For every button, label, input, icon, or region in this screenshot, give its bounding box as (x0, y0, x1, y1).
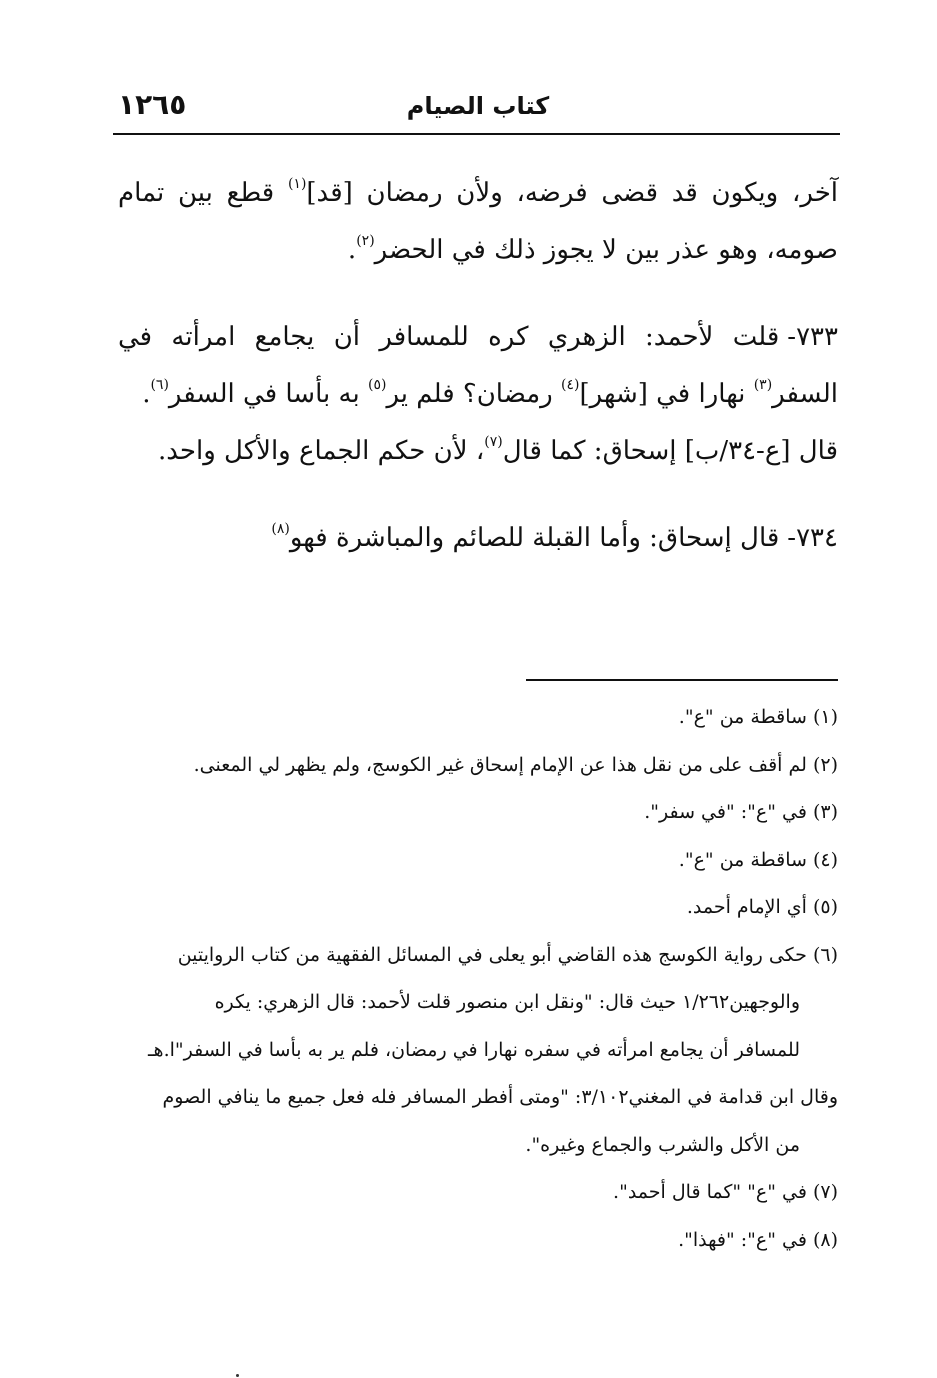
text-run: . (142, 379, 151, 409)
text-run: نهارا في [شهر] (579, 379, 754, 409)
footnote-rule (526, 679, 838, 681)
footnote-number: (٨) (812, 1228, 838, 1251)
footnote-text: أي الإمام أحمد. (686, 896, 807, 918)
paragraph-continuation (118, 165, 838, 279)
footnote-text: من الأكل والشرب والجماع وغيره". (525, 1133, 800, 1156)
footnote-ref: (٣) (753, 377, 773, 393)
footnote-text: لم أقف على من نقل هذا عن الإمام إسحاق غير الكوسج، ولم يظهر لي المعنى. (193, 753, 807, 776)
footnote-ref: (٥) (367, 377, 387, 393)
footnote-text: حكى رواية الكوسج هذه القاضي أبو يعلى في المسائل الفقهية من كتاب الروايتين (177, 943, 807, 966)
footnote-text: ساقطة من "ع". (678, 848, 807, 871)
footnote-text: في "ع": "في سفر". (644, 801, 807, 823)
footnote-text: في "ع" "كما قال أحمد". (613, 1181, 807, 1203)
issue-734-question (118, 510, 838, 567)
page-number: ١٢٦٥ (118, 88, 187, 121)
footnote-text: والوجهين١/٢٦٢ حيث قال: "ونقل ابن منصور قلت لأحمد: قال الزهري: يكره (214, 991, 800, 1013)
text-run: قال [ع-٣٤/ب] إسحاق: كما قال (502, 436, 838, 466)
footnote-ref: (٢) (356, 233, 375, 249)
footnote (118, 742, 838, 790)
text-run: به بأسا في السفر (168, 379, 368, 409)
text-run: قال إسحاق: وأما القبلة للصائم والمباشرة فهو (289, 523, 780, 553)
text-run: آخر، ويكون قد قضى فرضه، ولأن رمضان [قد] (306, 178, 838, 208)
scan-speck (236, 1374, 239, 1377)
footnote-number: (٣) (812, 801, 838, 823)
footnote-continuation (118, 1027, 838, 1075)
footnote-number: (٢) (812, 753, 838, 776)
footnote (118, 1217, 838, 1265)
footnote-continuation (118, 979, 838, 1027)
text-run: رمضان؟ فلم ير (386, 379, 561, 409)
text-run: قلت لأحمد: الزهري كره للمسافر أن يجامع امرأته في السفر (118, 322, 838, 409)
footnote (118, 1169, 838, 1217)
footnote (118, 932, 838, 980)
footnote-continuation (118, 1074, 838, 1122)
footnote-ref: (٦) (150, 377, 169, 393)
text-run: قطع بين تمام صومه، وهو عذر بين لا يجوز ذلك في الحضر (118, 178, 838, 265)
footnote-number: (١) (812, 706, 838, 728)
footnote-text: للمسافر أن يجامع امرأته في سفره نهارا في رمضان، فلم ير به بأسا في السفر"ا.هـ (147, 1038, 800, 1061)
footnote (118, 789, 838, 837)
text-run: ، لأن حكم الجماع والأكل واحد. (158, 436, 485, 466)
footnote (118, 884, 838, 932)
footnote-text: وقال ابن قدامة في المغني٣/١٠٢: "ومتى أفطر المسافر فله فعل جميع ما ينافي الصوم (162, 1086, 838, 1108)
footnote-ref: (١) (287, 176, 307, 192)
main-text (118, 165, 838, 567)
footnote (118, 837, 838, 885)
page-header (118, 88, 838, 132)
footnote-text: في "ع": "فهذا". (678, 1228, 807, 1251)
footnote-number: (٤) (812, 848, 838, 871)
header-rule (113, 133, 840, 135)
issue-number: ٧٣٤- (787, 523, 838, 553)
footnotes (118, 694, 838, 1264)
footnote-number: (٦) (812, 943, 838, 966)
footnote-continuation (118, 1122, 838, 1170)
footnote (118, 694, 838, 742)
running-title: كتاب الصيام (406, 92, 550, 120)
footnote-ref: (٧) (484, 434, 503, 450)
issue-733-question (118, 309, 838, 423)
issue-733-answer (118, 423, 838, 480)
footnote-number: (٧) (812, 1181, 838, 1203)
footnote-text: ساقطة من "ع". (678, 706, 807, 728)
issue-number: ٧٣٣- (787, 322, 838, 352)
text-run: . (347, 235, 357, 265)
footnote-ref: (٤) (561, 377, 580, 393)
footnote-number: (٥) (812, 896, 838, 918)
footnote-ref: (٨) (271, 521, 290, 537)
